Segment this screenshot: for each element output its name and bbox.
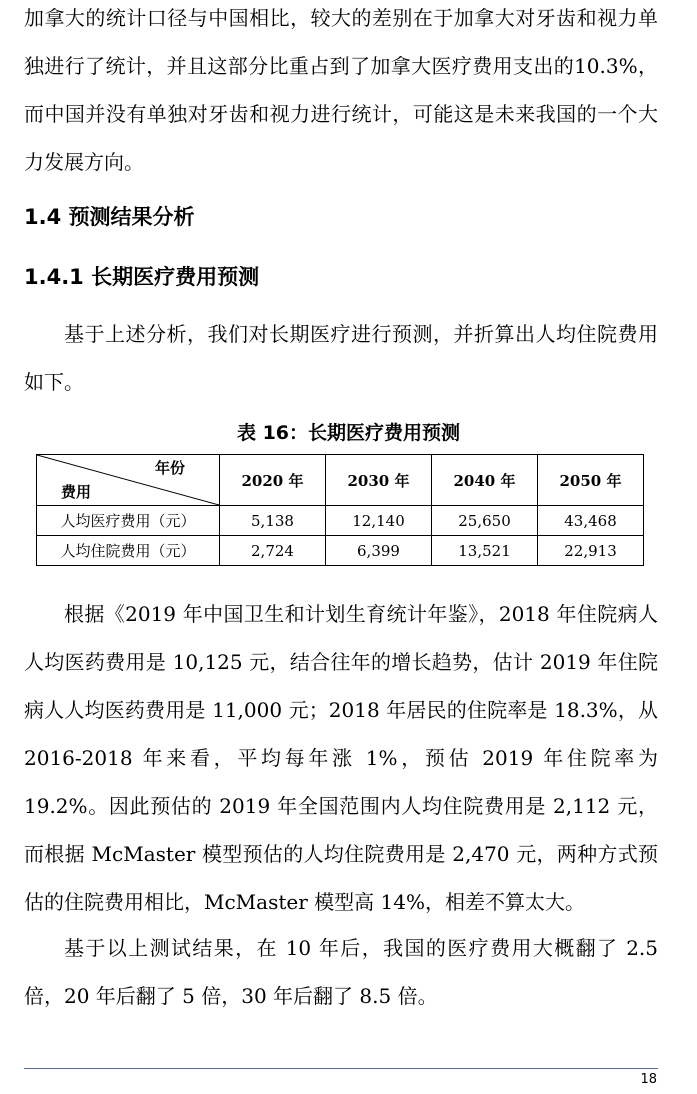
table-cell: 12,140 — [326, 506, 432, 536]
table-cell: 13,521 — [432, 536, 538, 566]
table-cell: 25,650 — [432, 506, 538, 536]
table-cell: 5,138 — [220, 506, 326, 536]
page-number: 18 — [640, 1072, 657, 1087]
heading-1-4: 1.4 预测结果分析 — [24, 205, 195, 229]
paragraph-estimation: 根据《2019 年中国卫生和计划生育统计年鉴》，2018 年住院病人人均医药费用是 10,125 元，结合往年的增长趋势，估计 2019 年住院病人人均医药费用是 11,000 元；2018 年居民的住院率是 18.3%，从 2016-2018 年来看，平均每年涨 1%，预估 2019 年住院率为 19.2%。因此预估的 2019 年全国范围内人均住院费用是 2,112 元，而根据 McMaster 模型预估的人均住院费用是 2,470 元，两种方式预估的住院费用相比，McMaster 模型高 14%，相差不算太大。 — [24, 602, 658, 914]
paragraph-conclusion: 基于以上测试结果，在 10 年后，我国的医疗费用大概翻了 2.5 倍，20 年后翻了 5 倍，30 年后翻了 8.5 倍。 — [24, 936, 658, 1008]
year-header: 2030 年 — [326, 455, 432, 506]
row-label: 人均医疗费用（元） — [37, 506, 220, 536]
diagonal-header-cell — [37, 455, 220, 506]
header-year-label: 年份 — [154, 459, 185, 477]
table-cell: 2,724 — [220, 536, 326, 566]
footer-rule — [24, 1068, 658, 1069]
header-cost-label: 费用 — [61, 483, 92, 501]
heading-1-4-1: 1.4.1 长期医疗费用预测 — [24, 265, 260, 289]
table-cell: 22,913 — [538, 536, 644, 566]
table-cell: 43,468 — [538, 506, 644, 536]
table-row — [37, 506, 644, 536]
table-cell: 6,399 — [326, 536, 432, 566]
table-row — [37, 536, 644, 566]
table-caption: 表 16：长期医疗费用预测 — [236, 422, 461, 444]
paragraph-intro: 加拿大的统计口径与中国相比，较大的差别在于加拿大对牙齿和视力单独进行了统计，并且这部分比重占到了加拿大医疗费用支出的10.3%，而中国并没有单独对牙齿和视力进行统计，可能这是未来我国的一个大力发展方向。 — [24, 6, 658, 174]
paragraph-forecast-intro: 基于上述分析，我们对长期医疗进行预测，并折算出人均住院费用如下。 — [24, 322, 658, 394]
table-header-row — [37, 455, 644, 506]
year-header: 2040 年 — [432, 455, 538, 506]
row-label: 人均住院费用（元） — [37, 536, 220, 566]
year-header: 2020 年 — [220, 455, 326, 506]
year-header: 2050 年 — [538, 455, 644, 506]
forecast-table — [36, 454, 644, 566]
